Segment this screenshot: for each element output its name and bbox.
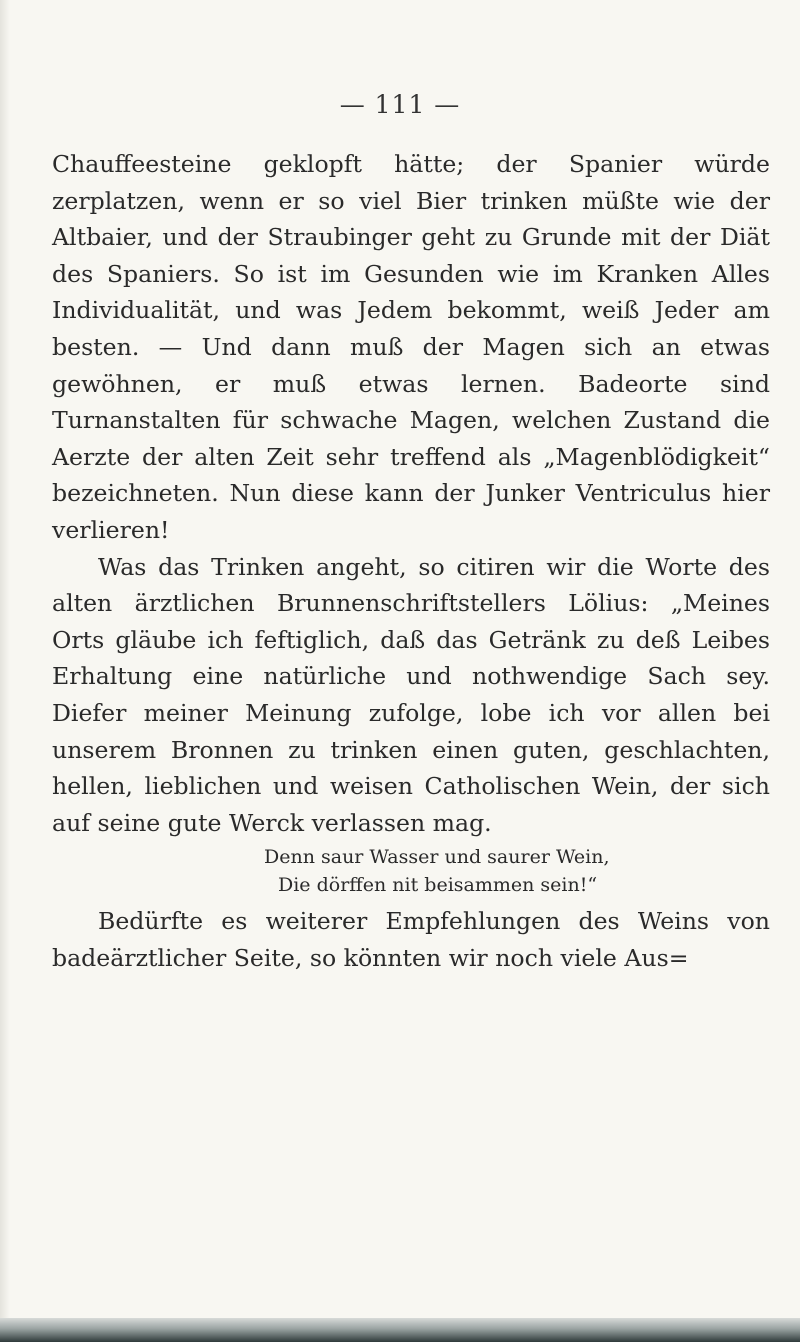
body-text xyxy=(52,146,770,976)
verse-quote xyxy=(52,843,770,899)
page-number: — 111 — xyxy=(339,90,461,119)
page-edge-shadow xyxy=(0,0,10,1342)
paragraph-3: Bedürfte es weiterer Empfehlungen des Weins von badeärztlicher Seite, so könnten wir noch viele Aus= xyxy=(52,907,770,972)
paragraph-1: Chauffeesteine geklopft hätte; der Spanier würde zerplatzen, wenn er so viel Bier trinken müßte wie der Altbaier, und der Straubinger geht zu Grunde mit der Diät des Spaniers. So ist im Gesunden wie im Kranken Alles Individualität, und was Jedem bekommt, weiß Jeder am besten. — Und dann muß der Magen sich an etwas gewöhnen, er muß etwas lernen. Badeorte sind Turnanstalten für schwache Magen, welchen Zustand die Aerzte der alten Zeit sehr treffend als „Magenblödigkeit“ bezeichneten. Nun diese kann der Junker Ventriculus hier verlieren! xyxy=(52,150,770,544)
paragraph-2: Was das Trinken angeht, so citiren wir die Worte des alten ärztlichen Brunnenschriftstellers Lölius: „Meines Orts gläube ich feftiglich, daß das Getränk zu deß Leibes Erhaltung eine natürliche und nothwendige Sach sey. Diefer meiner Meinung zufolge, lobe ich vor allen bei unserem Bronnen zu trinken einen guten, geschlachten, hellen, lieblichen und weisen Catholischen Wein, der sich auf seine gute Werck verlassen mag. xyxy=(52,552,770,837)
verse-line-1: Denn saur Wasser und saurer Wein, xyxy=(264,846,610,869)
verse-line-2: Die dörffen nit beisammen sein!“ xyxy=(278,874,598,897)
scan-bottom-edge xyxy=(0,1318,800,1342)
